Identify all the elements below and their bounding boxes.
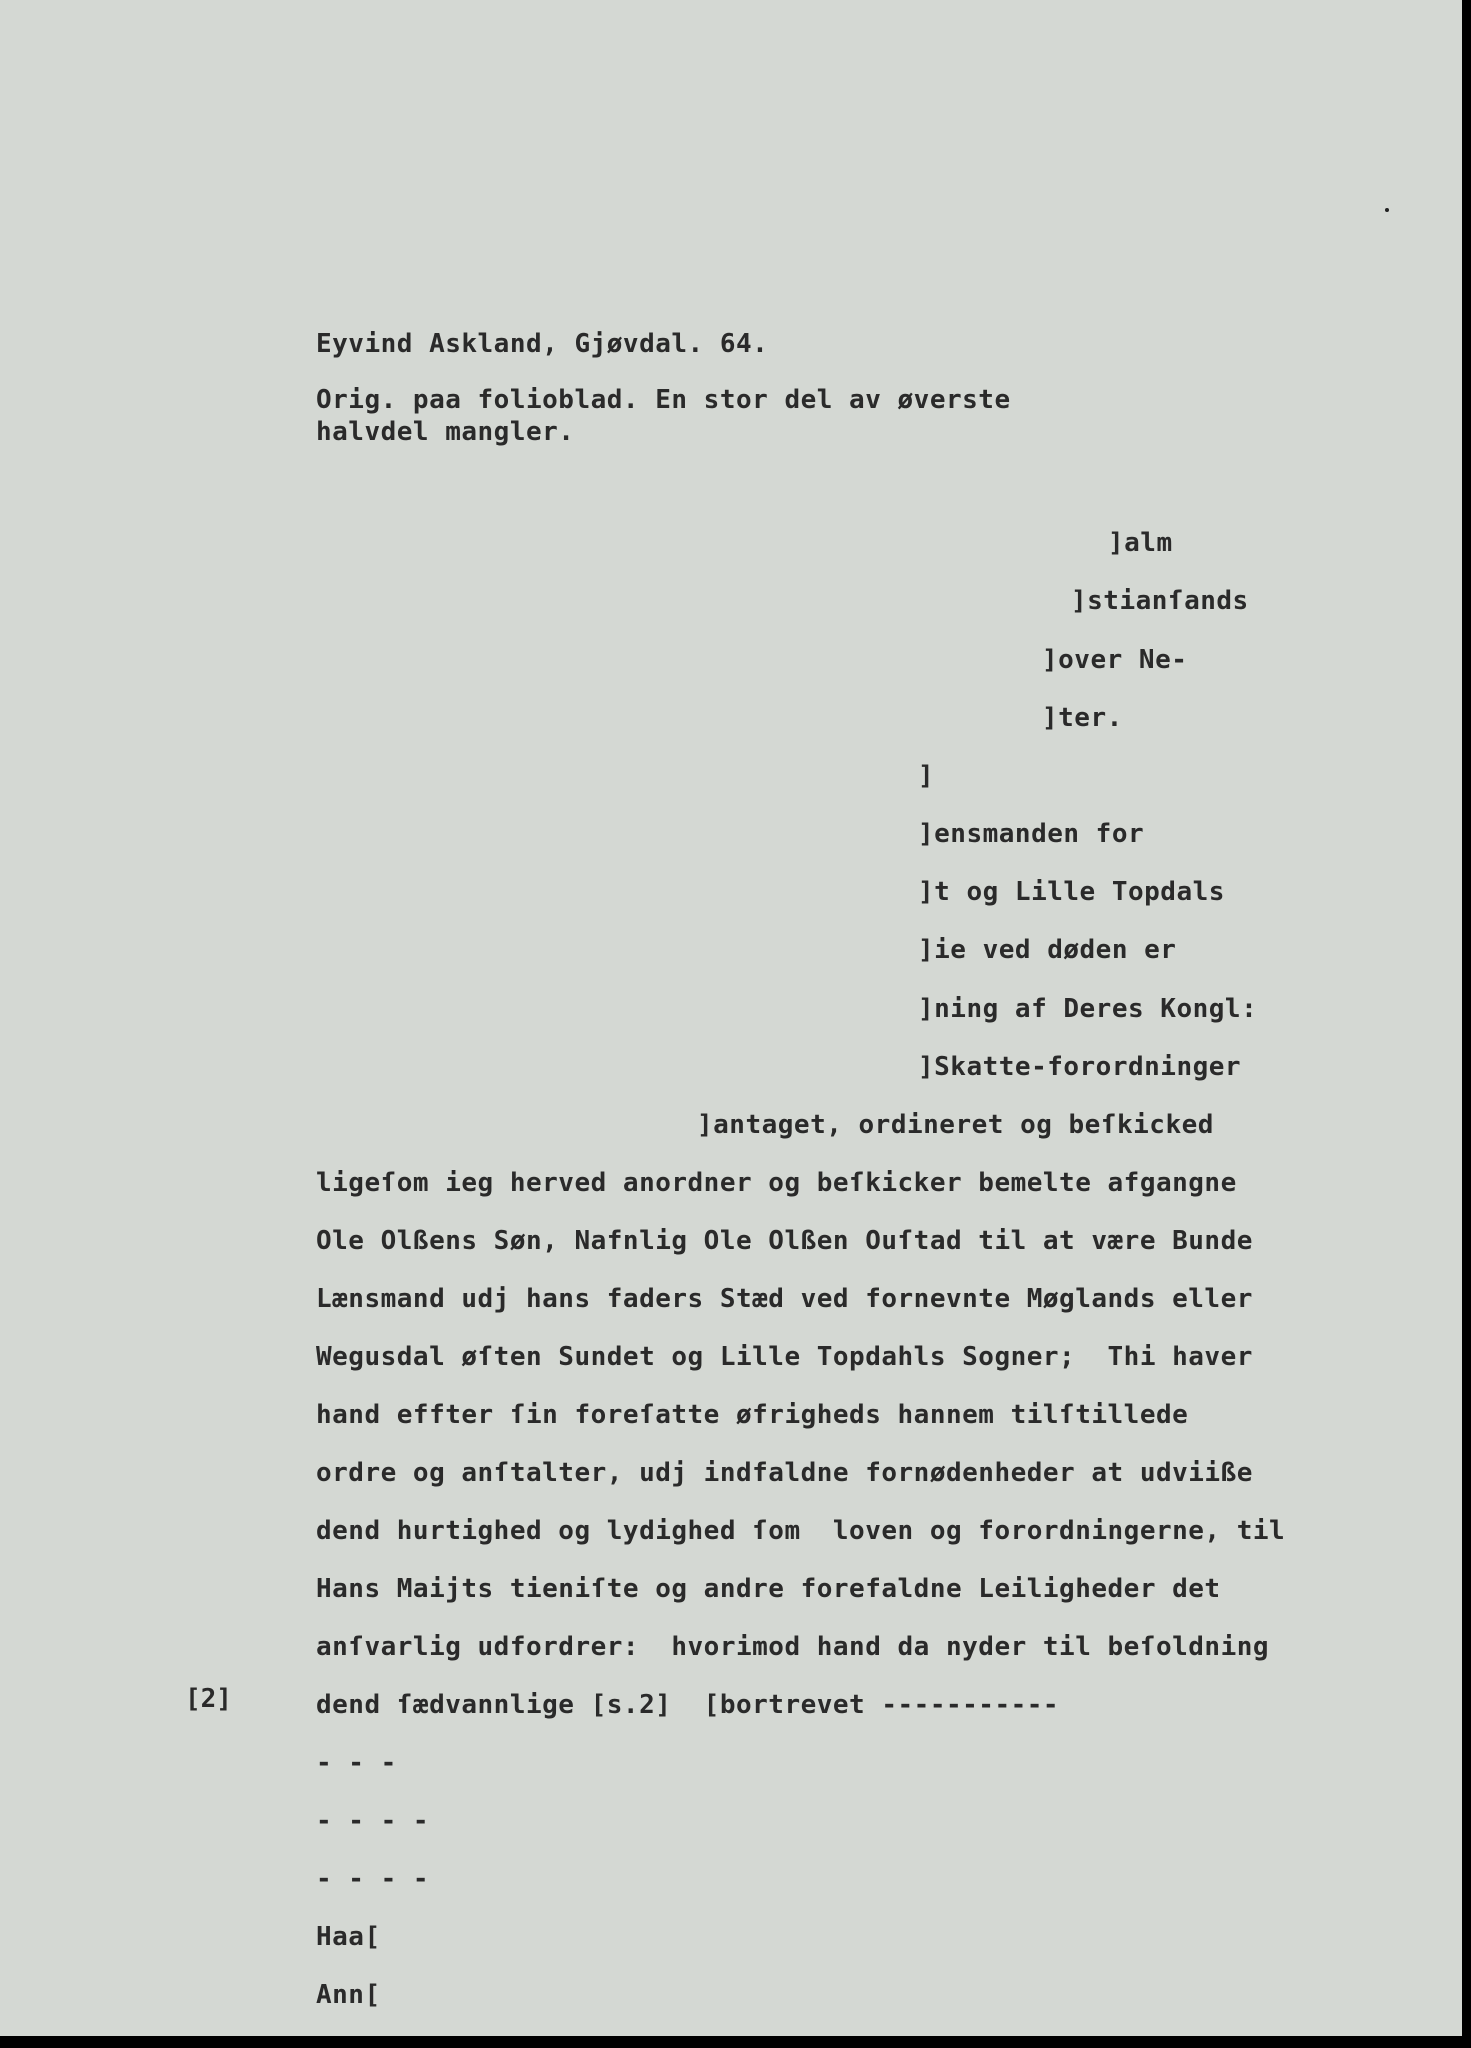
- body-line: ]antaget, ordineret og beſkicked: [697, 1110, 1214, 1140]
- fragment-line: ]ter.: [1042, 703, 1123, 733]
- body-line: ordre og anſtalter, udj indfaldne fornødenheder at udviiße: [316, 1458, 1253, 1488]
- fragment-line: ]ning af Deres Kongl:: [918, 994, 1258, 1024]
- fragment-line: ]ensmanden for: [918, 819, 1145, 849]
- note-line-1: Orig. paa folioblad. En stor del av øverste: [316, 385, 1011, 415]
- gap-marker: - - - -: [316, 1806, 430, 1836]
- page-marker: [2]: [185, 1684, 232, 1714]
- fragment-line: ]over Ne-: [1042, 645, 1188, 675]
- note-line-2: halvdel mangler.: [316, 417, 575, 447]
- tail-line: Haa[: [316, 1922, 381, 1952]
- body-line: Wegusdal øſten Sundet og Lille Topdahls Sogner; Thi haver: [316, 1342, 1253, 1372]
- fragment-line: ]stianſands: [1071, 586, 1249, 616]
- fragment-line: ]alm: [1108, 528, 1173, 558]
- body-line: Hans Maijts tieniſte og andre forefaldne Leiligheder det: [316, 1574, 1221, 1604]
- gap-marker: - - - -: [316, 1864, 430, 1894]
- body-line: dend ſædvannlige [s.2] [bortrevet -----------: [316, 1690, 1060, 1720]
- fragment-line: ]: [918, 761, 935, 791]
- gap-marker: - - -: [316, 1748, 397, 1778]
- tail-line: Ann[: [316, 1980, 381, 2010]
- body-line: ligeſom ieg herved anordner og beſkicker bemelte afgangne: [316, 1168, 1237, 1198]
- paper-speck: [1385, 208, 1389, 212]
- body-line: anſvarlig udfordrer: hvorimod hand da nyder til beſoldning: [316, 1632, 1270, 1662]
- document-title: Eyvind Askland, Gjøvdal. 64.: [316, 329, 769, 359]
- fragment-line: ]ie ved døden er: [918, 935, 1177, 965]
- body-line: Ole Olßens Søn, Nafnlig Ole Olßen Ouſtad til at være Bunde: [316, 1226, 1253, 1256]
- body-line: dend hurtighed og lydighed ſom loven og forordningerne, til: [316, 1516, 1286, 1546]
- body-line: Lænsmand udj hans faders Stæd ved fornevnte Møglands eller: [316, 1284, 1253, 1314]
- fragment-line: ]t og Lille Topdals: [918, 877, 1225, 907]
- fragment-line: ]Skatte-forordninger: [918, 1052, 1242, 1082]
- body-line: hand effter ſin foreſatte øfrigheds hannem tilſtillede: [316, 1400, 1189, 1430]
